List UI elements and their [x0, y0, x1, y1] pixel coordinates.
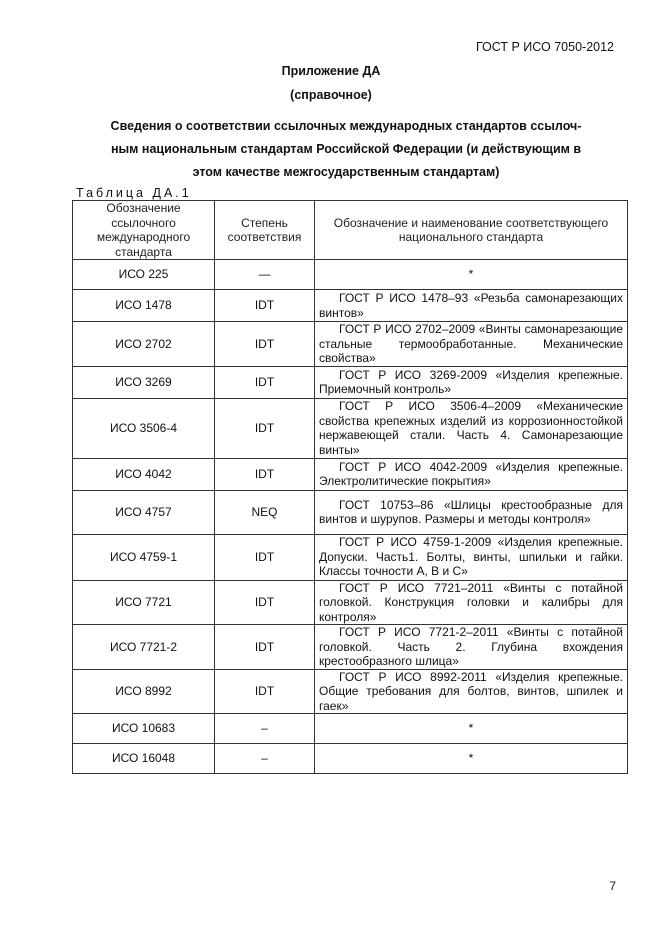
- cell-ref-standard: ИСО 7721: [73, 580, 215, 625]
- cell-ref-standard: ИСО 225: [73, 260, 215, 290]
- table-row: [73, 322, 628, 367]
- caption-line: ным национальным стандартам Российской Федерации (и действующим в: [110, 142, 582, 156]
- national-standard-text: ГОСТ Р ИСО 8992-2011 «Изделия крепежные. Общие требования для болтов, винтов, шпилек и гаек»: [319, 669, 623, 713]
- table-label: Таблица ДА.1: [76, 186, 192, 200]
- cell-national-standard: [315, 490, 628, 534]
- table-row: [73, 398, 628, 458]
- appendix-subtitle: (справочное): [290, 88, 372, 102]
- national-standard-text: ГОСТ Р ИСО 4759-1-2009 «Изделия крепежные. Допуски. Часть1. Болты, винты, шпильки и гайки. Классы точности А, В и С»: [319, 535, 623, 579]
- correspondence-table: [72, 200, 628, 774]
- cell-national-standard: [315, 290, 628, 322]
- cell-degree: –: [215, 744, 315, 774]
- cell-degree: –: [215, 714, 315, 744]
- national-standard-text: ГОСТ Р ИСО 7721–2011 «Винты с потайной головкой. Конструкция головки и калибры для контроля»: [319, 580, 623, 624]
- cell-degree: IDT: [215, 458, 315, 490]
- header-ref-standard: Обозначение ссылочного международного стандарта: [73, 201, 215, 260]
- table-row: [73, 458, 628, 490]
- cell-national-standard: [315, 744, 628, 774]
- national-standard-text: ГОСТ Р ИСО 3506-4–2009 «Механические свойства крепежных изделий из коррозионностойкой нержавеющей стали. Часть 4. Самонарезающие винты»: [319, 399, 623, 457]
- cell-ref-standard: ИСО 2702: [73, 322, 215, 367]
- national-standard-text: ГОСТ Р ИСО 4042-2009 «Изделия крепежные. Электролитические покрытия»: [319, 459, 623, 488]
- page-number: 7: [609, 879, 616, 893]
- national-standard-text: ГОСТ Р ИСО 7721-2–2011 «Винты с потайной головкой. Часть 2. Глубина вхождения крестообразного шлица»: [319, 625, 623, 668]
- table-row: [73, 366, 628, 398]
- caption-line: этом качестве межгосударственным стандартам): [192, 165, 500, 179]
- cell-ref-standard: ИСО 4042: [73, 458, 215, 490]
- national-standard-text: ГОСТ Р ИСО 2702–2009 «Винты самонарезающие стальные термообработанные. Механические свойства»: [319, 322, 623, 365]
- cell-national-standard: [315, 322, 628, 367]
- table-row: [73, 490, 628, 534]
- cell-national-standard: [315, 669, 628, 714]
- cell-ref-standard: ИСО 3269: [73, 366, 215, 398]
- cell-degree: IDT: [215, 625, 315, 670]
- cell-ref-standard: ИСО 16048: [73, 744, 215, 774]
- table-row: [73, 534, 628, 580]
- cell-degree: IDT: [215, 669, 315, 714]
- national-standard-text: ГОСТ 10753–86 «Шлицы крестообразные для винтов и шурупов. Размеры и методы контроля»: [319, 497, 623, 526]
- national-standard-text: ГОСТ Р ИСО 3269-2009 «Изделия крепежные. Приемочный контроль»: [319, 367, 623, 396]
- national-standard-text: ГОСТ Р ИСО 1478–93 «Резьба самонарезающих винтов»: [319, 291, 623, 320]
- table-header-row: [73, 201, 628, 260]
- national-standard-text: *: [468, 721, 474, 736]
- cell-degree: IDT: [215, 534, 315, 580]
- table-row: [73, 290, 628, 322]
- standard-code: ГОСТ Р ИСО 7050-2012: [475, 40, 614, 54]
- cell-ref-standard: ИСО 1478: [73, 290, 215, 322]
- table-row: [73, 669, 628, 714]
- cell-national-standard: [315, 260, 628, 290]
- cell-national-standard: [315, 458, 628, 490]
- table-row: [73, 580, 628, 625]
- national-standard-text: *: [468, 267, 474, 282]
- header-degree: Степень соответствия: [215, 201, 315, 260]
- appendix-title: Приложение ДА: [281, 64, 381, 78]
- cell-national-standard: [315, 366, 628, 398]
- cell-national-standard: [315, 398, 628, 458]
- cell-ref-standard: ИСО 4757: [73, 490, 215, 534]
- cell-degree: IDT: [215, 290, 315, 322]
- cell-national-standard: [315, 580, 628, 625]
- cell-degree: —: [215, 260, 315, 290]
- cell-degree: NEQ: [215, 490, 315, 534]
- cell-degree: IDT: [215, 366, 315, 398]
- cell-degree: IDT: [215, 398, 315, 458]
- table-row: [73, 260, 628, 290]
- cell-national-standard: [315, 534, 628, 580]
- cell-degree: IDT: [215, 322, 315, 367]
- cell-national-standard: [315, 714, 628, 744]
- table-row: [73, 625, 628, 670]
- cell-ref-standard: ИСО 7721-2: [73, 625, 215, 670]
- caption-line: Сведения о соответствии ссылочных международных стандартов ссылоч-: [110, 119, 582, 133]
- cell-degree: IDT: [215, 580, 315, 625]
- cell-ref-standard: ИСО 10683: [73, 714, 215, 744]
- cell-ref-standard: ИСО 4759-1: [73, 534, 215, 580]
- cell-national-standard: [315, 625, 628, 670]
- cell-ref-standard: ИСО 8992: [73, 669, 215, 714]
- cell-ref-standard: ИСО 3506-4: [73, 398, 215, 458]
- table-row: [73, 714, 628, 744]
- table-row: [73, 744, 628, 774]
- national-standard-text: *: [468, 751, 474, 766]
- header-national-standard: Обозначение и наименование соответствующего национального стандарта: [315, 201, 628, 260]
- appendix-caption: [76, 115, 616, 184]
